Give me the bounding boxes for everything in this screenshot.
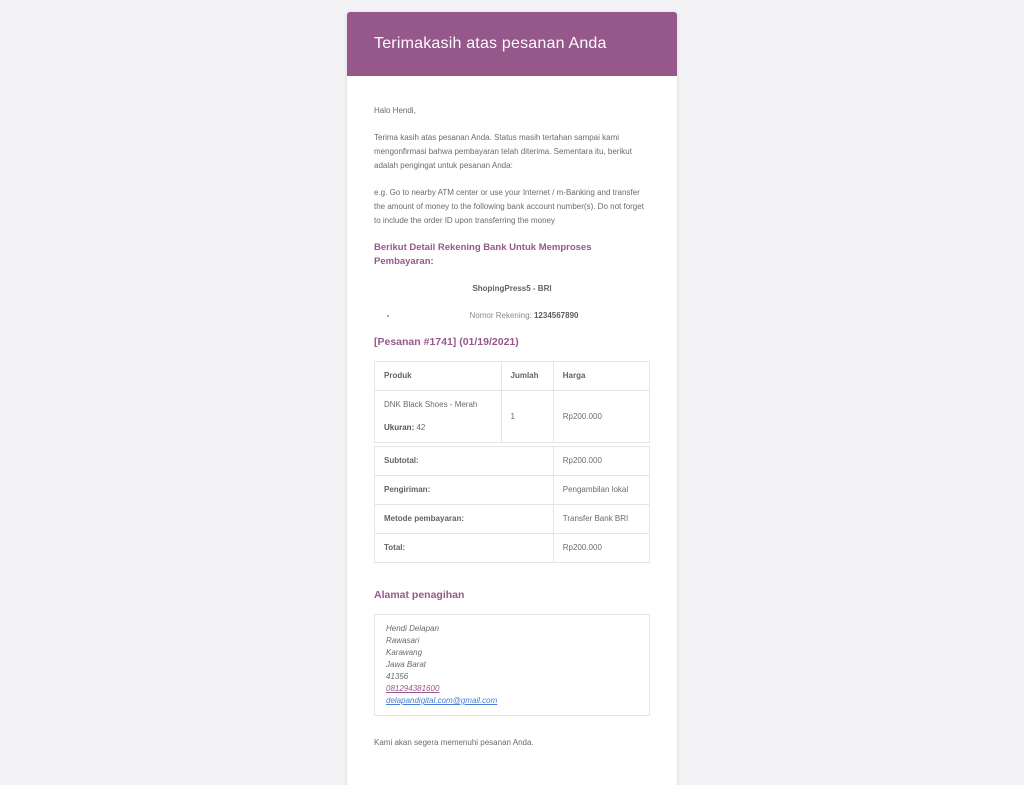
column-header-jumlah: Jumlah <box>501 362 553 391</box>
order-totals-table <box>374 446 650 563</box>
order-item-quantity: 1 <box>501 391 553 443</box>
order-heading: [Pesanan #1741] (01/19/2021) <box>374 336 519 348</box>
billing-address-box <box>374 614 650 716</box>
shipping-label: Pengiriman: <box>375 476 554 505</box>
email-title: Terimakasih atas pesanan Anda <box>374 35 607 52</box>
billing-province: Jawa Barat <box>386 660 427 669</box>
account-number-value: 1234567890 <box>533 311 579 320</box>
billing-email-link[interactable]: delapandigital.com@gmail.com <box>386 696 498 705</box>
billing-name: Hendi Delapan <box>386 624 439 633</box>
total-row-payment-method <box>375 505 650 534</box>
account-number-label: Nomor Rekening: <box>469 311 532 320</box>
email-body <box>347 76 677 785</box>
shipping-value: Pengambilan lokal <box>553 476 649 505</box>
order-table-header-row <box>375 362 650 391</box>
subtotal-label: Subtotal: <box>375 447 554 476</box>
total-row-shipping <box>375 476 650 505</box>
product-meta-label: Ukuran: <box>384 423 415 432</box>
order-item-row <box>375 391 650 443</box>
total-value: Rp200.000 <box>553 534 649 563</box>
order-items-table <box>374 361 650 443</box>
column-header-harga: Harga <box>553 362 649 391</box>
payment-method-value: Transfer Bank BRI <box>553 505 649 534</box>
closing-text: Kami akan segera memenuhi pesanan Anda. <box>374 738 534 747</box>
bank-account-item <box>398 309 650 323</box>
intro-paragraph: Terima kasih atas pesanan Anda. Status masih tertahan sampai kami mengonfirmasi bahwa pembayaran telah diterima. Sementara itu, berikut adalah pengingat untuk pesanan Anda: <box>374 133 632 170</box>
billing-address-heading: Alamat penagihan <box>374 589 465 601</box>
payment-instructions: e.g. Go to nearby ATM center or use your Internet / m-Banking and transfer the amount of money to the following bank account number(s). Do not forget to include the order ID upon transferring the money <box>374 188 644 225</box>
greeting-text: Halo Hendi, <box>374 106 416 115</box>
bank-details-heading: Berikut Detail Rekening Bank Untuk Memproses Pembayaran: <box>374 242 592 267</box>
bank-account-list <box>398 309 650 323</box>
total-label: Total: <box>375 534 554 563</box>
total-row-total <box>375 534 650 563</box>
column-header-produk: Produk <box>375 362 502 391</box>
email-header <box>347 12 677 76</box>
product-meta <box>384 423 425 432</box>
product-name: DNK Black Shoes - Merah <box>384 400 478 409</box>
billing-postcode: 41356 <box>386 672 409 681</box>
product-meta-value: 42 <box>416 423 426 432</box>
bank-account-name: ShopingPress5 - BRI <box>472 284 552 293</box>
order-confirmation-email <box>347 12 677 785</box>
order-item-product-cell <box>375 391 502 443</box>
total-row-subtotal <box>375 447 650 476</box>
billing-street: Rawasari <box>386 636 420 645</box>
subtotal-value: Rp200.000 <box>553 447 649 476</box>
billing-city: Karawang <box>386 648 423 657</box>
payment-method-label: Metode pembayaran: <box>375 505 554 534</box>
billing-phone-link[interactable]: 081294381600 <box>386 684 440 693</box>
order-item-price: Rp200.000 <box>553 391 649 443</box>
